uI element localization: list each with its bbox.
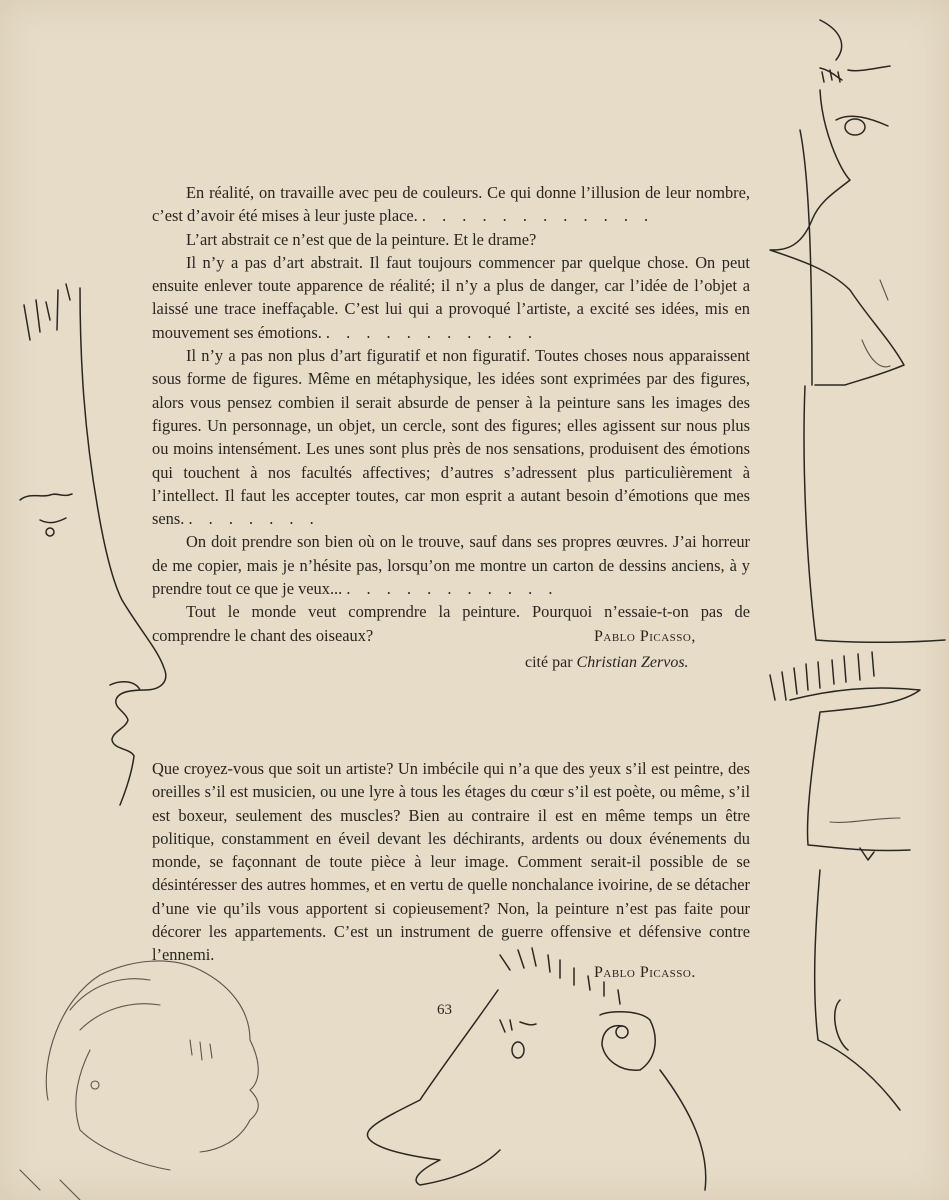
- paragraph: [152, 251, 750, 344]
- signature-2: Pablo Picasso.: [594, 964, 696, 981]
- paragraph: [152, 181, 750, 228]
- citation-name: Christian Zervos.: [576, 654, 689, 671]
- quote-block-2: [152, 757, 750, 967]
- ellipsis-dots: . . . . . . . . . . . .: [421, 206, 655, 226]
- paragraph: Que croyez-vous que soit un artiste? Un imbécile qui n’a que des yeux s’il est peintre, des oreilles s’il est musicien, ou une lyre à tous les étages du cœur s’il est poète, ou même, s’il est boxeur, seulement des muscles? Bien au contraire il est en même temps un être politique, constamment en éveil devant les déchirants, ardents ou doux événements du monde, se façonnant de toute pièce à leur image. Comment serait-il possible de se désintéresser des autres hommes, et en vertu de quelle nonchalance ivoirine, de se détacher d’une vie qu’ils vous apportent si copieusement? Non, la peinture n’est pas faite pour décorer les appartements. C’est un instrument de guerre offensive et défensive contre l’ennemi.: [152, 759, 750, 965]
- paragraph-text: Tout le monde veut comprendre la peinture. Pourquoi n’essaie-t-on pas de comprendre le chant des oiseaux?: [152, 602, 750, 645]
- paragraph-text: On doit prendre son bien où on le trouve, sauf dans ses propres œuvres. J’ai horreur de me copier, mais je n’hésite pas, lorsqu’on me montre un carton de dessins anciens, à y prendre tout ce que je veux...: [152, 532, 750, 599]
- ellipsis-dots: . . . . . . . . . . .: [346, 579, 559, 599]
- ellipsis-dots: . . . . . . . . . . .: [325, 322, 538, 342]
- paragraph-text: Il n’y a pas non plus d’art figuratif et non figuratif. Toutes choses nous apparaissent sous forme de figures. Même en métaphysique, les idées sont exprimées par des figures, alors vous pensez combien il serait absurde de penser à la peinture sans les images des figures. Un personnage, un objet, un cercle, sont des figures; elles agissent sur nous plus ou moins intensément. Les unes sont plus près de nos sensations, produisent des émotions qui touchent à nos facultés affectives; d’autres s’adressent plus particulièrement à l’intellect. Il faut les accepter toutes, car mon esprit a autant besoin d’émotions que mes sens.: [152, 346, 750, 529]
- top-right-profile-drawing: [770, 20, 945, 642]
- paragraph: [152, 228, 750, 251]
- bottom-center-creature-drawing: [367, 948, 705, 1190]
- paragraph-text: En réalité, on travaille avec peu de couleurs. Ce qui donne l’illusion de leur nombre, c’est d’avoir été mises à leur juste place.: [152, 183, 750, 226]
- signature-1: Pablo Picasso,: [594, 628, 696, 645]
- paragraph-text: Il n’y a pas d’art abstrait. Il faut toujours commencer par quelque chose. On peut ensuite enlever toute apparence de réalité; il n’y a plus de danger, car l’idée de l’objet a laissé une trace ineffaçable. C’est lui qui a provoqué l’artiste, a excité ses idées, mis en mouvement ses émotions.: [152, 252, 750, 342]
- citation: [525, 654, 689, 672]
- page-number: 63: [437, 1002, 452, 1018]
- citation-prefix: cité par: [525, 654, 573, 671]
- bottom-left-head-drawing: [20, 961, 258, 1200]
- paragraph-text: L’art abstrait ce n’est que de la peinture. Et le drame?: [186, 229, 537, 249]
- ellipsis-dots: . . . . . . .: [188, 509, 320, 529]
- left-profile-drawing: [20, 284, 166, 805]
- paragraph: [152, 344, 750, 530]
- right-middle-profile-drawing: [770, 652, 920, 1110]
- paragraph: [152, 530, 750, 600]
- quote-block-1: [152, 181, 750, 647]
